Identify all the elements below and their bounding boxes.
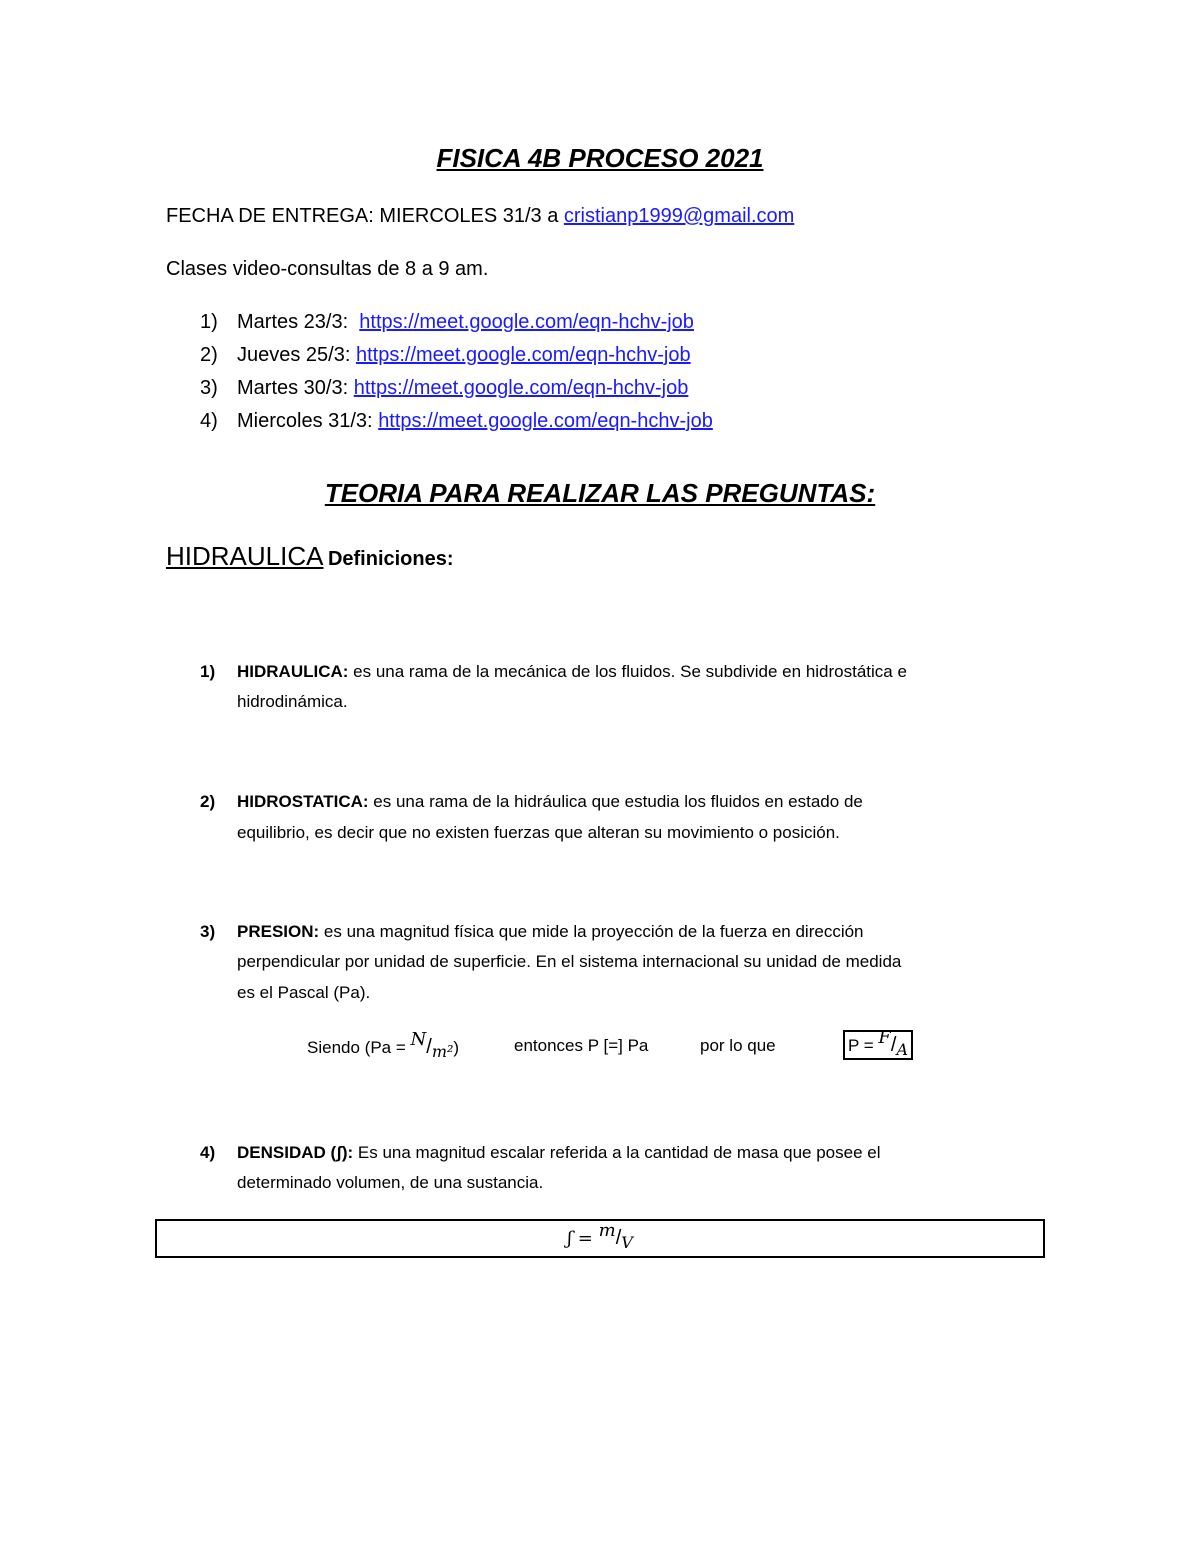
definition-item bbox=[200, 792, 863, 812]
formula-denominator: A bbox=[896, 1040, 909, 1059]
section-subheading: Definiciones: bbox=[327, 548, 454, 570]
definition-text: Es una magnitud escalar referida a la cantidad de masa que posee el bbox=[353, 1143, 881, 1162]
schedule-item bbox=[200, 311, 694, 334]
email-link[interactable]: cristianp1999@gmail.com bbox=[563, 205, 795, 227]
list-number: 4) bbox=[200, 1143, 216, 1162]
definition-text: es una magnitud física que mide la proyección de la fuerza en dirección bbox=[319, 922, 864, 941]
meet-link[interactable]: https://meet.google.com/eqn-hchv-job bbox=[353, 377, 689, 399]
formula-numerator: F bbox=[878, 1027, 891, 1048]
schedule-item bbox=[200, 377, 688, 400]
schedule-label: Miercoles 31/3: bbox=[237, 410, 373, 432]
pressure-conclusion: entonces P [=] Pa bbox=[514, 1036, 649, 1055]
meet-link[interactable]: https://meet.google.com/eqn-hchv-job bbox=[359, 311, 694, 333]
classes-intro: Clases video-consultas de 8 a 9 am. bbox=[166, 258, 489, 280]
section-heading-main: HIDRAULICA bbox=[166, 541, 324, 571]
definition-text: hidrodinámica. bbox=[237, 692, 348, 711]
density-formula-box bbox=[155, 1219, 1045, 1258]
pressure-formula-box bbox=[843, 1027, 913, 1060]
definition-text: es una rama de la hidráulica que estudia los fluidos en estado de bbox=[368, 792, 863, 811]
definition-item bbox=[200, 1143, 881, 1163]
definition-item bbox=[200, 922, 864, 942]
section-heading bbox=[166, 541, 454, 572]
list-number: 2) bbox=[200, 792, 216, 811]
formula-prefix: Siendo (Pa = bbox=[307, 1038, 411, 1057]
definition-text: es una rama de la mecánica de los fluidos. Se subdivide en hidrostática e bbox=[348, 662, 907, 681]
definition-text: es el Pascal (Pa). bbox=[237, 983, 371, 1002]
definition-text: perpendicular por unidad de superficie. En el sistema internacional su unidad de medida bbox=[237, 952, 902, 971]
schedule-label: Martes 23/3: bbox=[237, 311, 349, 333]
formula-slash: / bbox=[890, 1034, 897, 1056]
list-number: 3) bbox=[200, 922, 216, 941]
definition-term: HIDRAULICA: bbox=[237, 662, 349, 681]
formula-slash: / bbox=[426, 1036, 432, 1058]
schedule-label: Martes 30/3: bbox=[237, 377, 349, 399]
formula-denominator: m² bbox=[431, 1042, 454, 1061]
definition-term: HIDROSTATICA: bbox=[237, 792, 369, 811]
formula-prefix: P = bbox=[848, 1036, 879, 1055]
meet-link[interactable]: https://meet.google.com/eqn-hchv-job bbox=[355, 344, 691, 366]
schedule-item bbox=[200, 344, 691, 367]
pressure-connector: por lo que bbox=[700, 1036, 776, 1055]
list-number: 2) bbox=[200, 344, 218, 366]
schedule-label: Jueves 25/3: bbox=[237, 344, 351, 366]
formula-denominator: V bbox=[621, 1233, 633, 1252]
document-title: FISICA 4B PROCESO 2021 bbox=[436, 143, 764, 173]
list-number: 1) bbox=[200, 662, 216, 681]
definition-term: PRESION: bbox=[237, 922, 320, 941]
meet-link[interactable]: https://meet.google.com/eqn-hchv-job bbox=[378, 410, 713, 432]
list-number: 4) bbox=[200, 410, 218, 432]
delivery-text: FECHA DE ENTREGA: MIERCOLES 31/3 a bbox=[166, 205, 564, 227]
schedule-item bbox=[200, 410, 713, 433]
formula-numerator: N bbox=[410, 1029, 427, 1050]
list-number: 1) bbox=[200, 311, 218, 333]
definition-term: DENSIDAD (ʃ): bbox=[237, 1143, 354, 1162]
definition-text: determinado volumen, de una sustancia. bbox=[237, 1173, 544, 1192]
formula-prefix: ʃ = bbox=[567, 1228, 599, 1249]
theory-title: TEORIA PARA REALIZAR LAS PREGUNTAS: bbox=[324, 478, 876, 508]
pressure-unit-formula bbox=[307, 1029, 460, 1061]
delivery-line bbox=[166, 205, 794, 228]
definition-item bbox=[200, 662, 907, 682]
list-number: 3) bbox=[200, 377, 218, 399]
definition-text: equilibrio, es decir que no existen fuerzas que alteran su movimiento o posición. bbox=[237, 823, 840, 842]
formula-close: ) bbox=[453, 1038, 460, 1057]
formula-numerator: m bbox=[598, 1220, 616, 1241]
formula-slash: / bbox=[615, 1227, 622, 1249]
